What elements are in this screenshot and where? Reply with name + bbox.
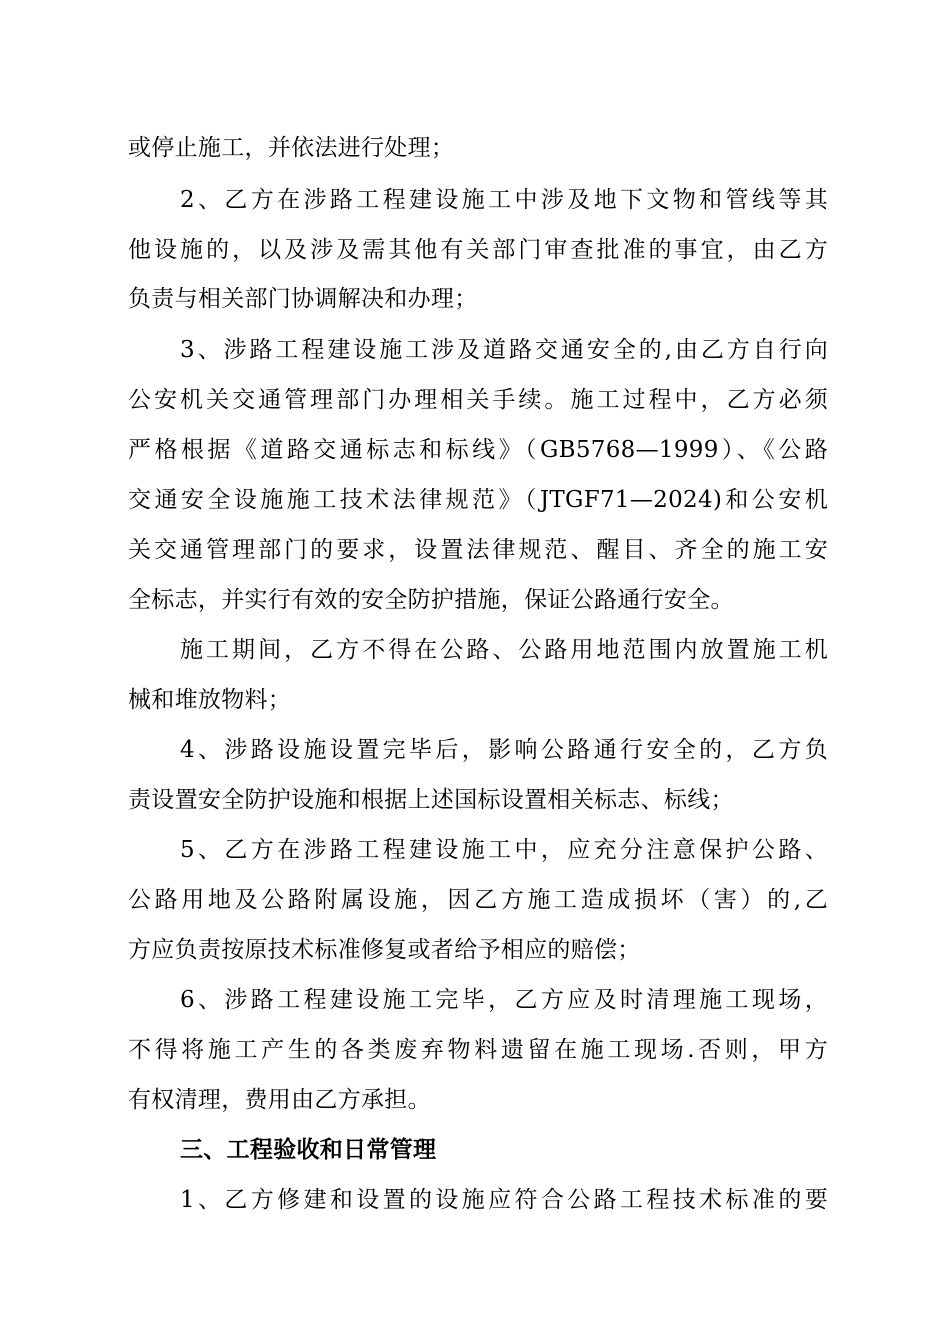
text-line: 有权清理，费用由乙方承担。	[128, 1087, 431, 1113]
text-line: 1、乙方修建和设置的设施应符合公路工程技术标准的要	[180, 1187, 828, 1213]
text-line: 全标志，并实行有效的安全防护措施，保证公路通行安全。	[128, 587, 734, 613]
text-line: 严格根据《道路交通标志和标线》（GB5768—1999）、《公路	[128, 437, 828, 463]
text-line: 6、涉路工程建设施工完毕，乙方应及时清理施工现场，	[180, 987, 828, 1013]
text-line: 2、乙方在涉路工程建设施工中涉及地下文物和管线等其	[180, 187, 828, 213]
text-line: 公路用地及公路附属设施，因乙方施工造成损坏（害）的,乙	[128, 887, 828, 913]
text-line: 5、乙方在涉路工程建设施工中，应充分注意保护公路、	[180, 837, 828, 863]
text-line: 4、涉路设施设置完毕后，影响公路通行安全的，乙方负	[180, 737, 828, 763]
text-line: 公安机关交通管理部门办理相关手续。施工过程中，乙方必须	[128, 387, 828, 413]
section-heading: 三、工程验收和日常管理	[180, 1136, 437, 1163]
text-line: 交通安全设施施工技术法律规范》（JTGF71—2024)和公安机	[128, 487, 828, 513]
text-line: 负责与相关部门协调解决和办理；	[128, 286, 478, 312]
text-line: 他设施的，以及涉及需其他有关部门审查批准的事宜，由乙方	[128, 237, 828, 263]
text-line: 不得将施工产生的各类废弃物料遗留在施工现场.否则，甲方	[128, 1037, 828, 1063]
text-line: 械和堆放物料；	[128, 687, 292, 713]
text-line: 3、涉路工程建设施工涉及道路交通安全的,由乙方自行向	[180, 337, 828, 363]
text-line: 或停止施工，并依法进行处理；	[128, 135, 455, 161]
text-line: 施工期间，乙方不得在公路、公路用地范围内放置施工机	[180, 637, 828, 663]
text-line: 责设置安全防护设施和根据上述国标设置相关标志、标线；	[128, 787, 734, 813]
text-line: 方应负责按原技术标准修复或者给予相应的赔偿；	[128, 937, 641, 963]
text-line: 关交通管理部门的要求，设置法律规范、醒目、齐全的施工安	[128, 537, 828, 563]
